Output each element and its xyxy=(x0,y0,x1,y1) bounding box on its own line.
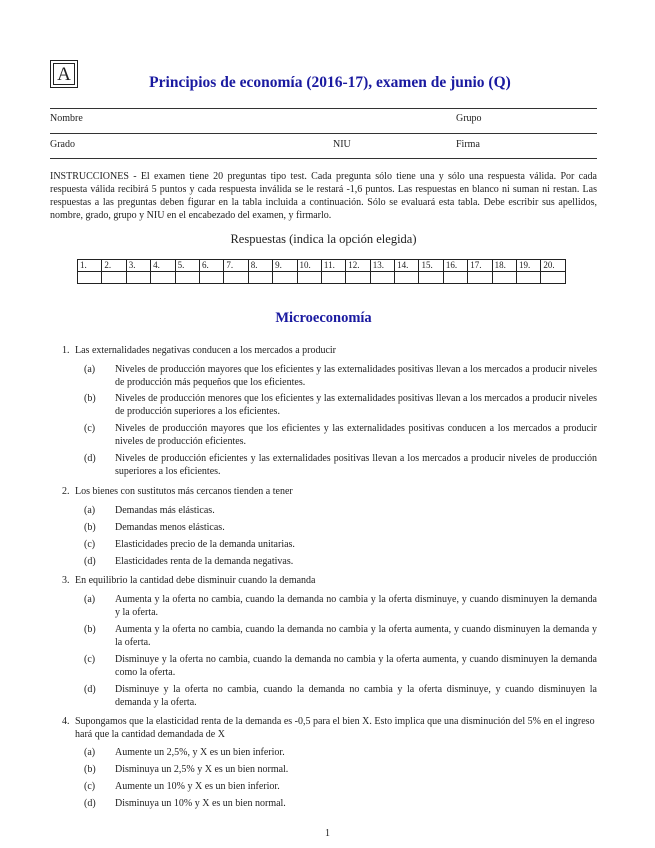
answer-cell[interactable] xyxy=(443,272,467,284)
answer-cell[interactable] xyxy=(419,272,443,284)
answers-table-title: Respuestas (indica la opción elegida) xyxy=(230,232,417,246)
option-label: (c) xyxy=(84,539,96,550)
exam-title: Principios de economía (2016-17), examen de junio (Q) xyxy=(149,74,511,91)
question-number: 3. xyxy=(62,575,70,586)
option-label: (b) xyxy=(84,624,96,635)
header-top-rule xyxy=(50,108,597,109)
option-text: Disminuye y la oferta no cambia, cuando la demanda no cambia y la oferta disminuye, y cuando disminuyen la demanda y la oferta. xyxy=(115,684,597,708)
option-label: (d) xyxy=(84,453,96,464)
option-label: (a) xyxy=(84,364,96,375)
answer-cell[interactable] xyxy=(346,272,370,284)
answer-cell[interactable] xyxy=(248,272,272,284)
exam-version-letter: A xyxy=(53,63,75,85)
option-label: (d) xyxy=(84,798,96,809)
answer-cell[interactable] xyxy=(468,272,492,284)
option-text: Niveles de producción mayores que los eficientes y las externalidades positivas llevan a los mercados a producir niveles de producción más pequeños que los eficientes. xyxy=(115,364,597,388)
option-text: Niveles de producción eficientes y las externalidades positivas llevan a los mercados a producir niveles de producción superiores a los eficientes. xyxy=(115,453,597,477)
answer-cell[interactable] xyxy=(224,272,248,284)
answer-cell[interactable] xyxy=(541,272,566,284)
question-text: Los bienes con sustitutos más cercanos tienden a tener xyxy=(75,486,293,497)
question-text: Las externalidades negativas conducen a los mercados a producir xyxy=(75,345,337,356)
answer-column-label: 4. xyxy=(151,260,175,272)
option-label: (a) xyxy=(84,747,96,758)
option-text: Disminuya un 10% y X es un bien normal. xyxy=(115,798,286,809)
question-number: 1. xyxy=(62,345,70,356)
option-label: (d) xyxy=(84,684,96,695)
option-text: Disminuye y la oferta no cambia, cuando la demanda no cambia y la oferta aumenta, y cuando disminuyen la demanda como la oferta. xyxy=(115,654,597,678)
answer-column-label: 9. xyxy=(273,260,297,272)
answer-cell[interactable] xyxy=(492,272,516,284)
option-text: Demandas más elásticas. xyxy=(115,505,215,516)
option-label: (a) xyxy=(84,594,96,605)
option-label: (b) xyxy=(84,393,96,404)
option-text: Niveles de producción menores que los eficientes y las externalidades positivas llevan a los mercados a producir niveles de producción superiores a los eficientes. xyxy=(115,393,597,417)
header-bottom-rule xyxy=(50,158,597,159)
answer-column-label: 1. xyxy=(78,260,102,272)
option-text: Elasticidades precio de la demanda unitarias. xyxy=(115,539,295,550)
answer-cell[interactable] xyxy=(395,272,419,284)
option-label: (c) xyxy=(84,423,96,434)
option-text: Aumenta y la oferta no cambia, cuando la demanda no cambia y la oferta disminuye, y cuando disminuyen la demanda y la oferta. xyxy=(115,594,597,618)
answer-column-label: 3. xyxy=(126,260,150,272)
answers-table xyxy=(77,259,566,284)
answer-column-label: 10. xyxy=(297,260,321,272)
answer-cell[interactable] xyxy=(126,272,150,284)
answer-column-label: 16. xyxy=(443,260,467,272)
question-number: 4. xyxy=(62,716,70,727)
answer-column-label: 7. xyxy=(224,260,248,272)
section-title: Microeconomía xyxy=(275,310,372,326)
answer-cell[interactable] xyxy=(151,272,175,284)
answer-column-label: 18. xyxy=(492,260,516,272)
answer-cell[interactable] xyxy=(517,272,541,284)
option-text: Niveles de producción mayores que los eficientes y las externalidades positivas conducen a los mercados a producir niveles de producción eficientes. xyxy=(115,423,597,447)
option-label: (d) xyxy=(84,556,96,567)
option-text: Disminuya un 2,5% y X es un bien normal. xyxy=(115,764,289,775)
grado-label: Grado xyxy=(50,139,75,150)
answer-column-label: 11. xyxy=(321,260,345,272)
question-number: 2. xyxy=(62,486,70,497)
answer-column-label: 20. xyxy=(541,260,566,272)
answer-cell[interactable] xyxy=(175,272,199,284)
answer-cell[interactable] xyxy=(370,272,394,284)
option-text: Demandas menos elásticas. xyxy=(115,522,225,533)
instructions-paragraph: INSTRUCCIONES - El examen tiene 20 preguntas tipo test. Cada pregunta sólo tiene una y sólo una respuesta válida. Por cada respuesta válida recibirá 5 puntos y cada respuesta inválida se le restará -1,6 puntos. Las respuestas en blanco ni suman ni restan. Las respuestas a las preguntas deben figurar en la tabla incluida a continuación. Sólo se evaluará esta tabla. Debe escribir sus apellidos, nombre, grado, grupo y NIU en el encabezado del examen, y firmarlo. xyxy=(50,171,597,221)
answer-column-label: 5. xyxy=(175,260,199,272)
question-text: Supongamos que la elasticidad renta de la demanda es -0,5 para el bien X. Esto implica que una disminución del 5% en el ingreso hará que la cantidad demandada de X xyxy=(75,716,595,740)
option-label: (b) xyxy=(84,764,96,775)
answer-column-label: 15. xyxy=(419,260,443,272)
answer-column-label: 14. xyxy=(395,260,419,272)
option-label: (c) xyxy=(84,781,96,792)
option-text: Elasticidades renta de la demanda negativas. xyxy=(115,556,294,567)
grupo-label: Grupo xyxy=(456,113,482,124)
header-middle-rule xyxy=(50,133,597,134)
answers-header-row xyxy=(78,260,566,272)
answer-column-label: 17. xyxy=(468,260,492,272)
option-label: (a) xyxy=(84,505,96,516)
answer-cell[interactable] xyxy=(297,272,321,284)
page-number: 1 xyxy=(325,828,330,839)
answer-column-label: 13. xyxy=(370,260,394,272)
firma-label: Firma xyxy=(456,139,480,150)
answer-column-label: 6. xyxy=(199,260,223,272)
option-text: Aumenta y la oferta no cambia, cuando la demanda no cambia y la oferta aumenta, y cuando disminuyen la demanda y la oferta. xyxy=(115,624,597,648)
question-text: En equilibrio la cantidad debe disminuir cuando la demanda xyxy=(75,575,316,586)
answer-cell[interactable] xyxy=(199,272,223,284)
answer-column-label: 2. xyxy=(102,260,126,272)
answer-column-label: 8. xyxy=(248,260,272,272)
option-label: (b) xyxy=(84,522,96,533)
option-label: (c) xyxy=(84,654,96,665)
answer-cell[interactable] xyxy=(273,272,297,284)
niu-label: NIU xyxy=(333,139,351,150)
answers-input-row xyxy=(78,272,566,284)
answer-column-label: 12. xyxy=(346,260,370,272)
answer-cell[interactable] xyxy=(78,272,102,284)
answer-column-label: 19. xyxy=(517,260,541,272)
option-text: Aumente un 10% y X es un bien inferior. xyxy=(115,781,280,792)
option-text: Aumente un 2,5%, y X es un bien inferior. xyxy=(115,747,285,758)
nombre-label: Nombre xyxy=(50,113,83,124)
answer-cell[interactable] xyxy=(102,272,126,284)
exam-version-box xyxy=(50,60,78,88)
answer-cell[interactable] xyxy=(321,272,345,284)
